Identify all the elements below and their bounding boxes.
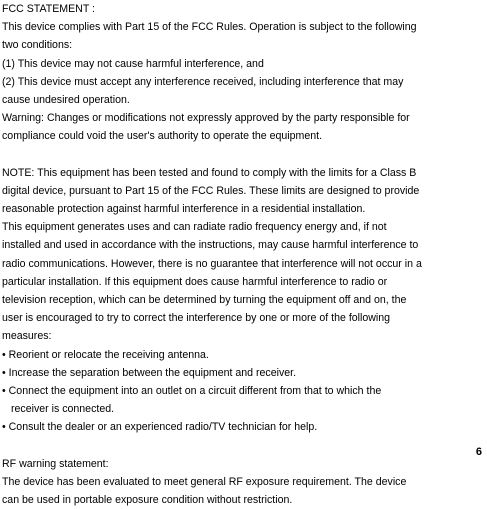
note-line: installed and used in accordance with the instructions, may cause harmful interference to (2, 239, 419, 252)
fcc-line: two conditions: (2, 39, 73, 52)
measure-bullet-continuation: receiver is connected. (11, 403, 115, 416)
note-line: particular installation. If this equipment does cause harmful interference to radio or (2, 275, 388, 288)
measure-bullet-item: • Consult the dealer or an experienced radio/TV technician for help. (2, 421, 318, 434)
note-line: television reception, which can be determined by turning the equipment off and on, the (2, 294, 407, 306)
rf-heading: RF warning statement: (2, 457, 109, 470)
fcc-warning-line: Warning: Changes or modifications not expressly approved by the party responsible for (2, 112, 410, 125)
fcc-heading: FCC STATEMENT : (2, 3, 95, 15)
measure-bullet-item: • Reorient or relocate the receiving antenna. (2, 348, 209, 361)
paragraph-spacer (2, 146, 472, 164)
fcc-line: cause undesired operation. (2, 93, 130, 106)
note-line: This equipment generates uses and can radiate radio frequency energy and, if not (2, 221, 387, 234)
page-number: 6 (475, 446, 482, 458)
measure-bullet-item: • Connect the equipment into an outlet on a circuit different from that to which the (2, 384, 382, 397)
rf-line: The device has been evaluated to meet general RF exposure requirement. The device (2, 475, 407, 488)
note-line: digital device, pursuant to Part 15 of the FCC Rules. These limits are designed to provide (2, 184, 420, 197)
note-line: reasonable protection against harmful interference in a residential installation. (2, 203, 366, 216)
note-line: radio communications. However, there is no guarantee that interference will not occur in a (2, 257, 422, 270)
fcc-warning-line: compliance could void the user's authority to operate the equipment. (2, 130, 323, 143)
fcc-line: This device complies with Part 15 of the FCC Rules. Operation is subject to the following (2, 21, 417, 34)
fcc-line: (1) This device may not cause harmful interference, and (2, 57, 264, 70)
paragraph-spacer (2, 437, 472, 455)
fcc-line: (2) This device must accept any interference received, including interference that may (2, 75, 404, 88)
measure-bullet-item: • Increase the separation between the equipment and receiver. (2, 366, 297, 379)
note-line: NOTE: This equipment has been tested and found to comply with the limits for a Class B (2, 166, 417, 179)
note-line: measures: (2, 330, 52, 343)
document-page (2, 0, 472, 509)
note-line: user is encouraged to try to correct the interference by one or more of the following (2, 312, 391, 325)
rf-line: can be used in portable exposure condition without restriction. (2, 494, 293, 507)
